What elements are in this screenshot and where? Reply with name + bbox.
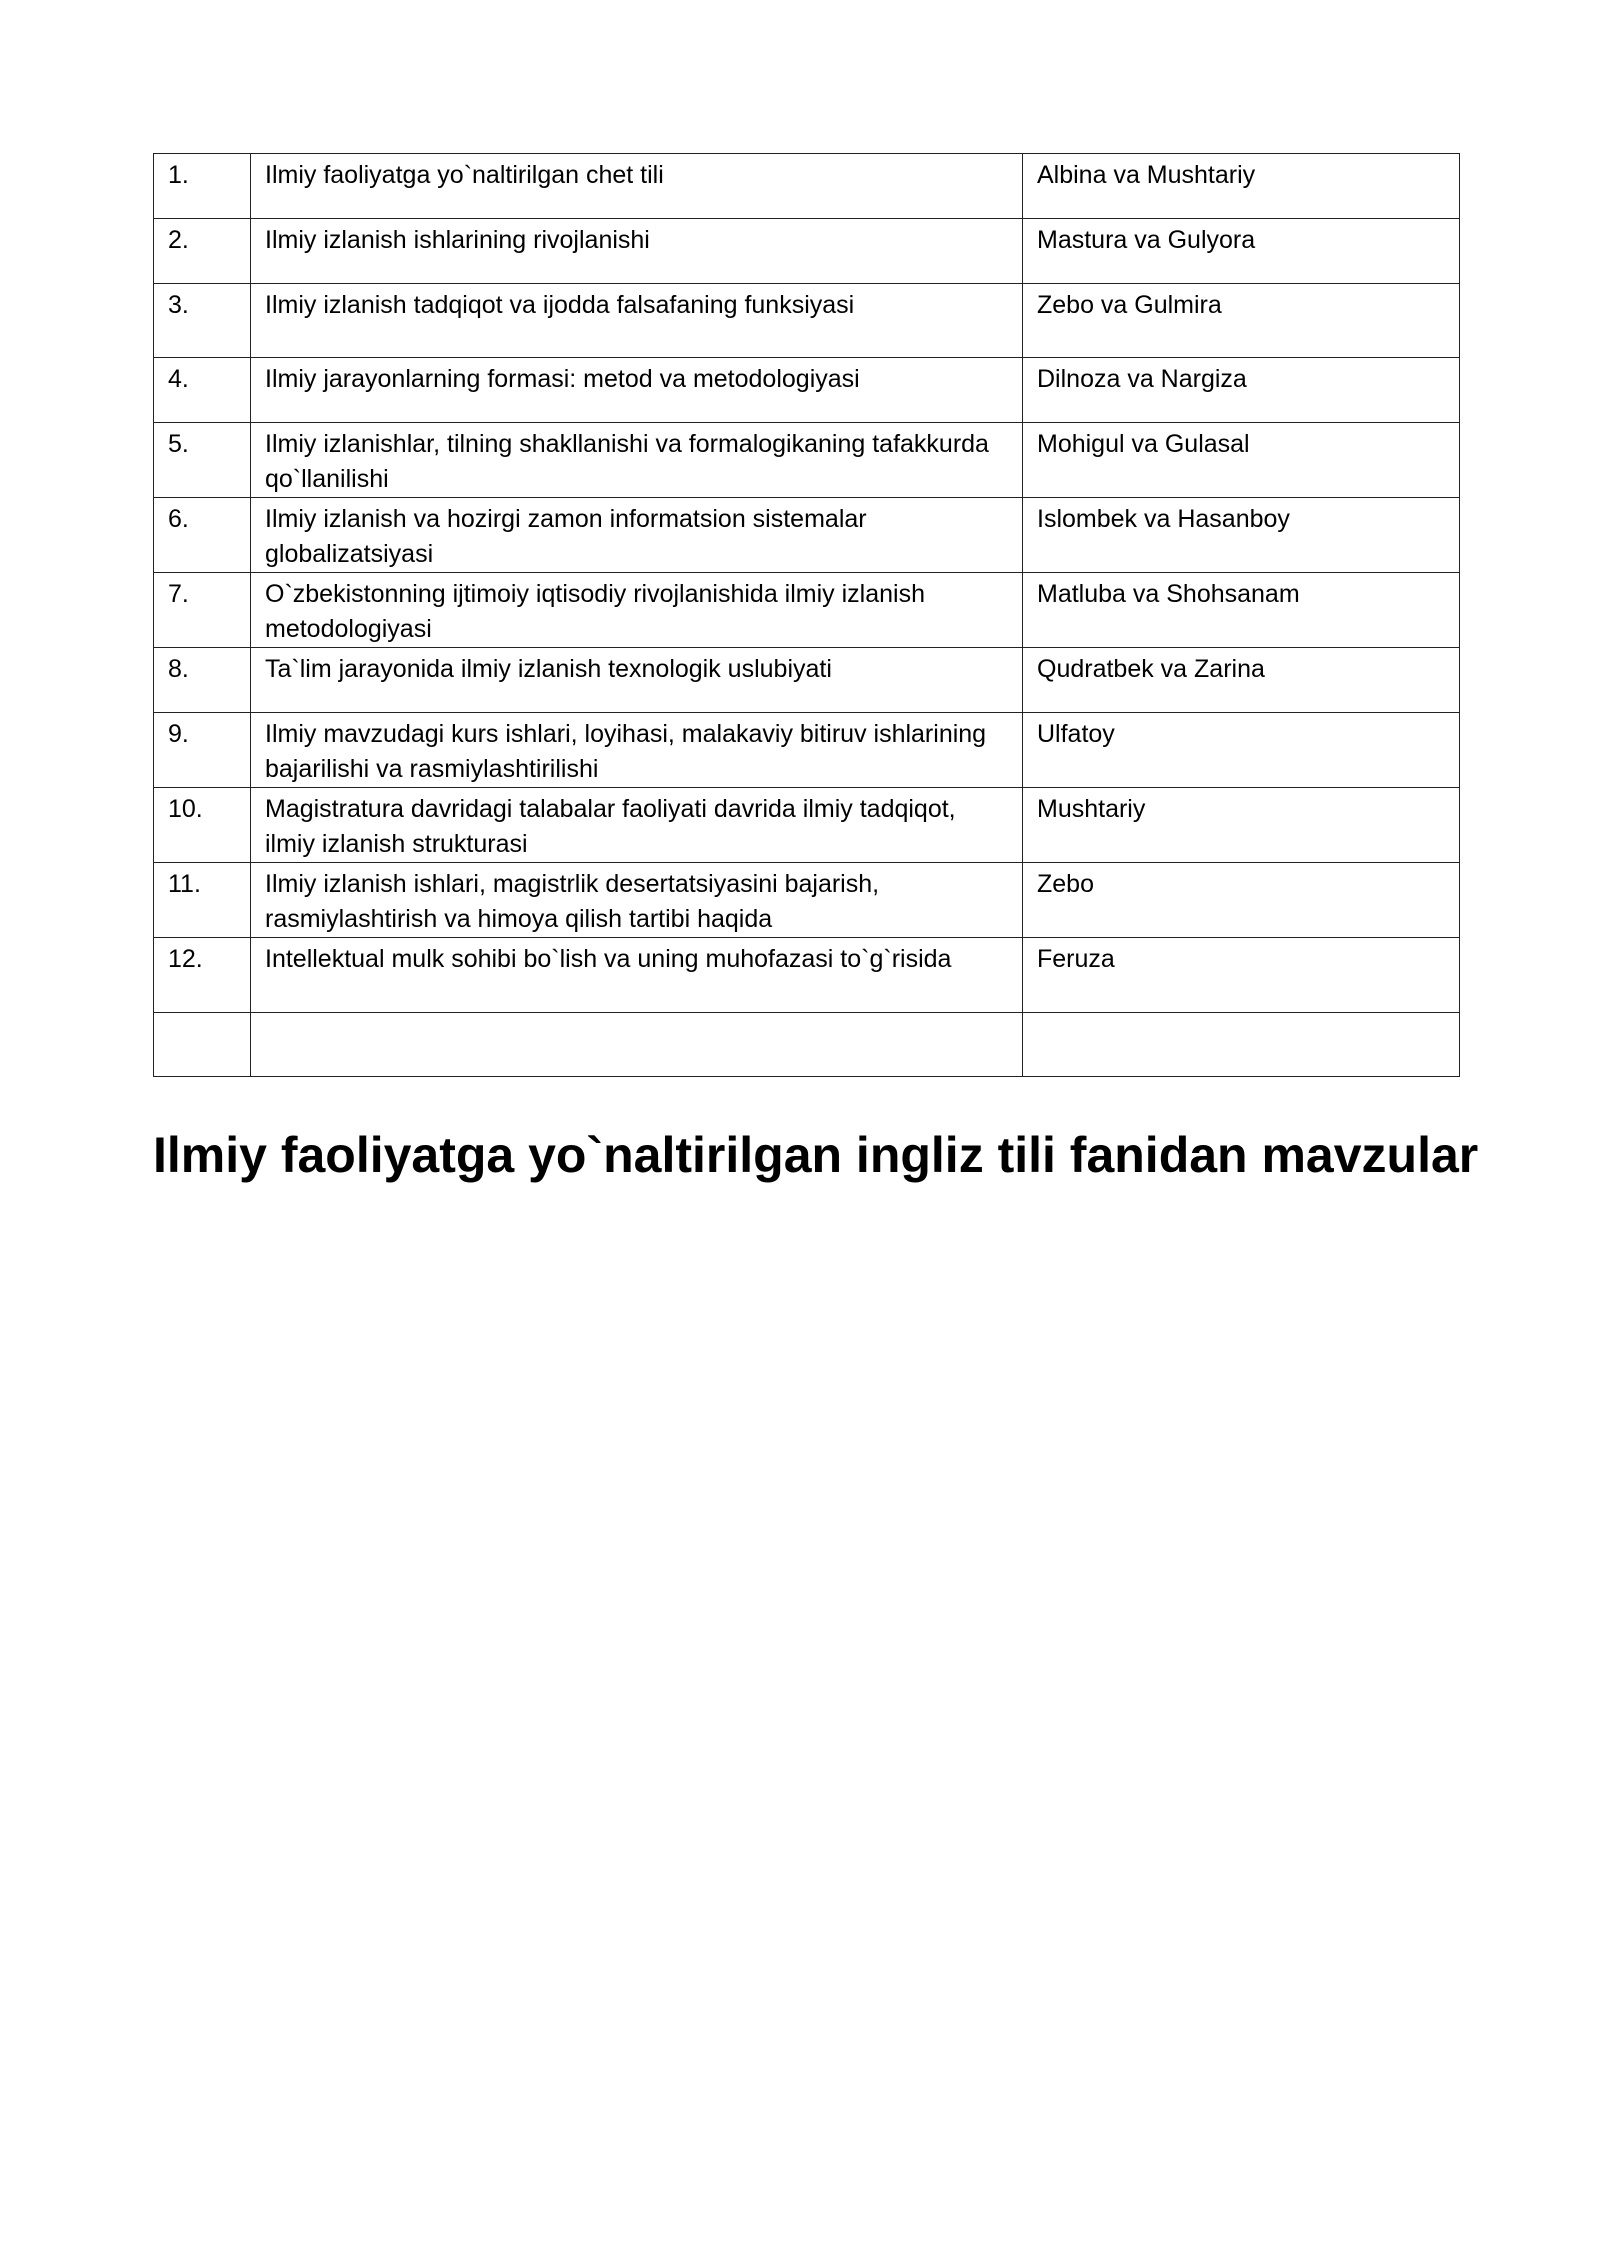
table-row — [154, 938, 1460, 1013]
row-topic: Ilmiy mavzudagi kurs ishlari, loyihasi, malakaviy bitiruv ishlarining bajarilishi va rasmiylashtirilishi — [251, 713, 1023, 788]
row-number: 4. — [154, 358, 251, 423]
row-names: Mohigul va Gulasal — [1023, 423, 1460, 498]
row-number: 9. — [154, 713, 251, 788]
row-names: Ulfatoy — [1023, 713, 1460, 788]
row-number: 5. — [154, 423, 251, 498]
row-topic: Ilmiy izlanish ishlarining rivojlanishi — [251, 219, 1023, 284]
row-topic: Ilmiy jarayonlarning formasi: metod va metodologiyasi — [251, 358, 1023, 423]
table-row — [154, 219, 1460, 284]
row-number: 11. — [154, 863, 251, 938]
row-topic: Ilmiy izlanish ishlari, magistrlik desertatsiyasini bajarish, rasmiylashtirish va himoya qilish tartibi haqida — [251, 863, 1023, 938]
section-heading: Ilmiy faoliyatga yo`naltirilgan ingliz tili fanidan mavzular — [153, 1127, 1479, 1183]
row-names: Matluba va Shohsanam — [1023, 573, 1460, 648]
row-names: Zebo — [1023, 863, 1460, 938]
row-names: Islombek va Hasanboy — [1023, 498, 1460, 573]
table-row-empty — [154, 1013, 1460, 1077]
row-names: Mushtariy — [1023, 788, 1460, 863]
row-names: Zebo va Gulmira — [1023, 284, 1460, 358]
row-number — [154, 1013, 251, 1077]
table-row — [154, 863, 1460, 938]
table-row — [154, 498, 1460, 573]
row-topic: Ilmiy izlanish tadqiqot va ijodda falsafaning funksiyasi — [251, 284, 1023, 358]
table-row — [154, 713, 1460, 788]
row-names: Dilnoza va Nargiza — [1023, 358, 1460, 423]
row-topic: Ilmiy izlanishlar, tilning shakllanishi va formalogikaning tafakkurda qo`llanilishi — [251, 423, 1023, 498]
row-topic: Ilmiy faoliyatga yo`naltirilgan chet tili — [251, 154, 1023, 219]
row-topic: Intellektual mulk sohibi bo`lish va uning muhofazasi to`g`risida — [251, 938, 1023, 1013]
table-row — [154, 358, 1460, 423]
row-number: 6. — [154, 498, 251, 573]
row-number: 3. — [154, 284, 251, 358]
row-topic: Magistratura davridagi talabalar faoliyati davrida ilmiy tadqiqot, ilmiy izlanish strukturasi — [251, 788, 1023, 863]
row-names: Qudratbek va Zarina — [1023, 648, 1460, 713]
row-names: Feruza — [1023, 938, 1460, 1013]
row-number: 1. — [154, 154, 251, 219]
row-number: 2. — [154, 219, 251, 284]
row-topic — [251, 1013, 1023, 1077]
table-row — [154, 423, 1460, 498]
row-topic: O`zbekistonning ijtimoiy iqtisodiy rivojlanishida ilmiy izlanish metodologiyasi — [251, 573, 1023, 648]
table-row — [154, 284, 1460, 358]
row-number: 8. — [154, 648, 251, 713]
row-names: Mastura va Gulyora — [1023, 219, 1460, 284]
row-topic: Ilmiy izlanish va hozirgi zamon informatsion sistemalar globalizatsiyasi — [251, 498, 1023, 573]
row-number: 12. — [154, 938, 251, 1013]
row-number: 10. — [154, 788, 251, 863]
table-row — [154, 788, 1460, 863]
row-names: Albina va Mushtariy — [1023, 154, 1460, 219]
topics-table — [153, 153, 1460, 1077]
table-row — [154, 573, 1460, 648]
table-row — [154, 648, 1460, 713]
row-topic: Ta`lim jarayonida ilmiy izlanish texnologik uslubiyati — [251, 648, 1023, 713]
row-names — [1023, 1013, 1460, 1077]
row-number: 7. — [154, 573, 251, 648]
table-row — [154, 154, 1460, 219]
